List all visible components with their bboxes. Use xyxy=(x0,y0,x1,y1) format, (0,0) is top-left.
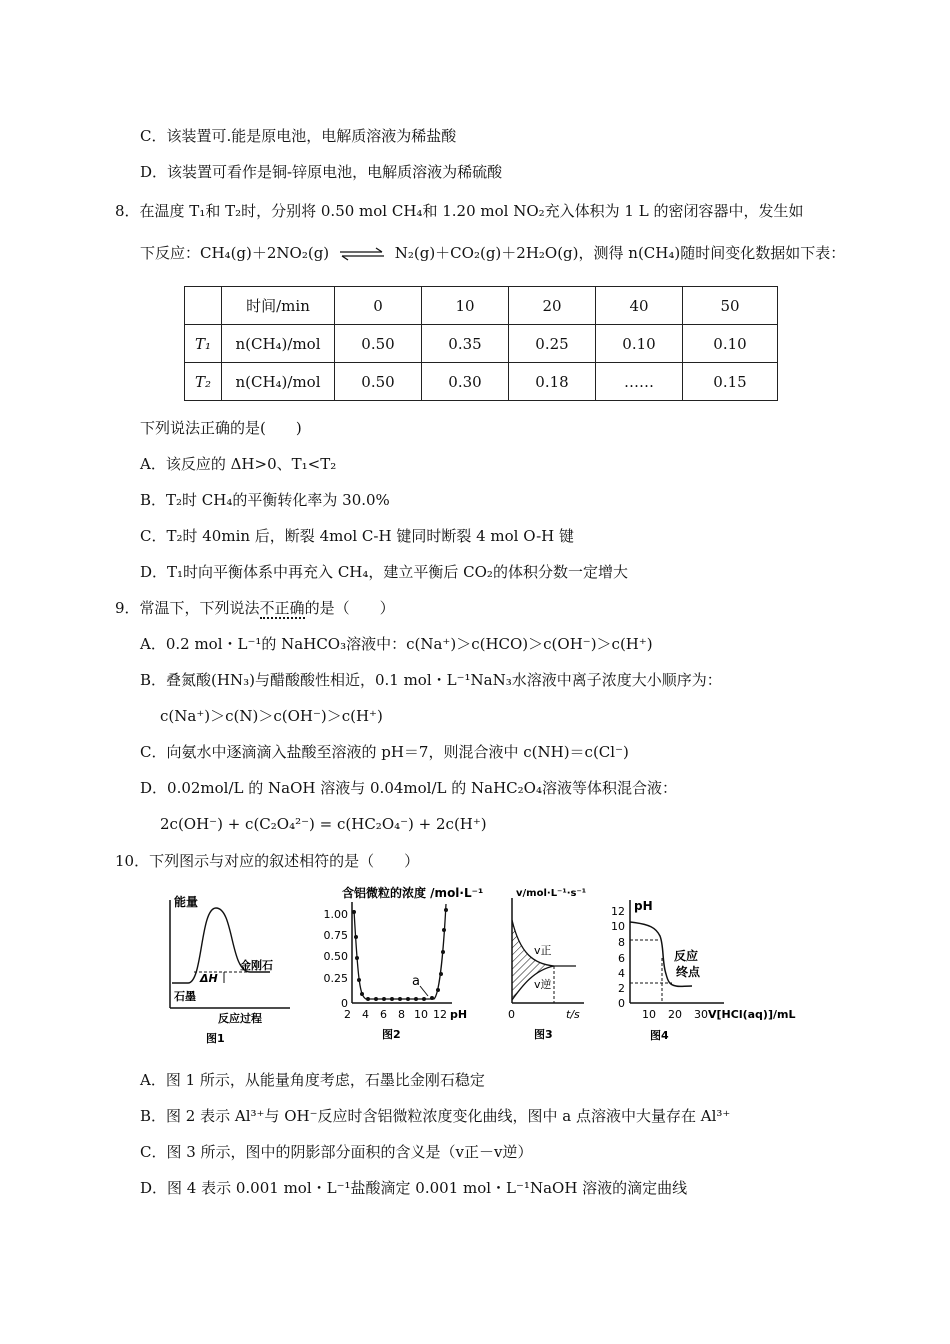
fig2-xtick: 4 xyxy=(362,1008,369,1021)
figure-3 xyxy=(500,882,600,1050)
fig2-xtick: 2 xyxy=(344,1008,351,1021)
table-cell: 0.50 xyxy=(335,325,422,363)
table-cell: 50 xyxy=(683,287,778,325)
q9-stem xyxy=(115,598,395,618)
q9-option-a: A．0.2 mol・L⁻¹的 NaHCO₃溶液中：c(Na⁺)＞c(HCO)＞c(OH⁻)＞c(H⁺) xyxy=(140,635,653,653)
q8-reactants: 下反应：CH₄(g)＋2NO₂(g) xyxy=(140,244,330,262)
fig4-caption: 图4 xyxy=(650,1029,669,1042)
table-cell: T₁ xyxy=(185,325,222,363)
table-cell: 0 xyxy=(335,287,422,325)
fig4-ytick: 0 xyxy=(618,997,625,1010)
fig1-graphite-label: 石墨 xyxy=(174,990,196,1003)
table-row xyxy=(185,363,778,401)
q10-option-c: C．图 3 所示，图中的阴影部分面积的含义是（v正－v逆） xyxy=(140,1143,533,1161)
q9-option-b1: B．叠氮酸(HN₃)与醋酸酸性相近，0.1 mol・L⁻¹NaN₃水溶液中离子浓度大小顺序为： xyxy=(140,671,722,689)
table-cell: T₂ xyxy=(185,363,222,401)
fig2-xtick: 6 xyxy=(380,1008,387,1021)
fig4-xtick: 10 xyxy=(642,1008,656,1021)
q8-option-d: D．T₁时向平衡体系中再充入 CH₄，建立平衡后 CO₂的体积分数一定增大 xyxy=(140,563,628,581)
fig2-pointer xyxy=(420,986,428,996)
fig2-xtick: 12 xyxy=(433,1008,447,1021)
fig4-ytick: 2 xyxy=(618,982,625,995)
fig1-diamond-label: 金刚石 xyxy=(240,959,273,972)
q9-stem-emphasis: 不正确 xyxy=(259,599,305,617)
q8-option-b: B．T₂时 CH₄的平衡转化率为 30.0% xyxy=(140,491,390,509)
q9-option-b2: c(Na⁺)＞c(N)＞c(OH⁻)＞c(H⁺) xyxy=(160,707,383,725)
table-cell: …… xyxy=(596,363,683,401)
fig1-ylabel: 能量 xyxy=(174,895,199,909)
fig4-ytick: 8 xyxy=(618,936,625,949)
fig4-xunit: V[HCl(aq)]/mL xyxy=(708,1008,796,1021)
fig2-title: 含铝微粒的浓度 /mol·L⁻¹ xyxy=(342,886,484,900)
table-cell: 时间/min xyxy=(222,287,335,325)
fig3-ylabel: v/mol·L⁻¹·s⁻¹ xyxy=(516,888,587,899)
fig3-vrev-label: v逆 xyxy=(534,978,552,991)
fig2-ytick: 0.25 xyxy=(323,972,348,985)
fig4-endpoint-label2: 终点 xyxy=(676,965,701,979)
q9-stem-a: 9．常温下，下列说法 xyxy=(115,599,260,617)
q10-option-a: A．图 1 所示，从能量角度考虑，石墨比金刚石稳定 xyxy=(140,1071,485,1089)
q9-stem-c: 的是（ ） xyxy=(304,599,395,617)
fig2-ytick: 0.75 xyxy=(323,929,348,942)
q10-option-d: D．图 4 表示 0.001 mol・L⁻¹盐酸滴定 0.001 mol・L⁻¹NaOH 溶液的滴定曲线 xyxy=(140,1179,688,1197)
table-cell: 0.15 xyxy=(683,363,778,401)
fig4-xtick: 20 xyxy=(668,1008,682,1021)
fig1-xlabel: 反应过程 xyxy=(218,1012,262,1025)
q9-option-d1: D．0.02mol/L 的 NaOH 溶液与 0.04mol/L 的 NaHC₂O₄溶液等体积混合液： xyxy=(140,779,677,797)
fig2-xunit: pH xyxy=(450,1008,468,1021)
table-row xyxy=(185,325,778,363)
table-cell: n(CH₄)/mol xyxy=(222,363,335,401)
fig2-xtick: 10 xyxy=(414,1008,428,1021)
fig3-vfwd-label: v正 xyxy=(534,944,552,957)
table-cell: 0.10 xyxy=(683,325,778,363)
table-cell: 0.35 xyxy=(422,325,509,363)
q8-products: N₂(g)＋CO₂(g)＋2H₂O(g)，测得 n(CH₄)随时间变化数据如下表： xyxy=(394,244,846,262)
fig2-xtick: 8 xyxy=(398,1008,405,1021)
q8-data-table xyxy=(184,286,778,401)
fig2-ytick: 0.50 xyxy=(323,950,348,963)
fig4-ylabel: pH xyxy=(634,899,653,913)
table-header-row xyxy=(185,287,778,325)
q9-option-c: C．向氨水中逐滴滴入盐酸至溶液的 pH＝7，则混合液中 c(NH)＝c(Cl⁻) xyxy=(140,743,629,761)
table-cell: 0.10 xyxy=(596,325,683,363)
fig2-caption: 图2 xyxy=(382,1028,401,1041)
fig3-caption: 图3 xyxy=(534,1028,553,1041)
table-cell: 0.30 xyxy=(422,363,509,401)
fig2-curve xyxy=(354,904,446,999)
table-cell: 0.25 xyxy=(509,325,596,363)
fig2-ytick: 0 xyxy=(341,997,348,1010)
equilibrium-arrow-icon xyxy=(338,247,386,261)
table-cell: 20 xyxy=(509,287,596,325)
fig4-endpoint-label1: 反应 xyxy=(674,949,699,963)
q9-option-d2: 2c(OH⁻) + c(C₂O₄²⁻) = c(HC₂O₄⁻) + 2c(H⁺) xyxy=(160,815,487,833)
q10-option-b: B．图 2 表示 Al³⁺与 OH⁻反应时含铝微粒浓度变化曲线，图中 a 点溶液中大量存在 Al³⁺ xyxy=(140,1107,731,1125)
table-cell: 0.50 xyxy=(335,363,422,401)
table-cell: 40 xyxy=(596,287,683,325)
q7-option-d: D．该装置可看作是铜-锌原电池，电解质溶液为稀硫酸 xyxy=(140,163,503,181)
figure-2 xyxy=(316,882,506,1050)
fig1-caption: 图1 xyxy=(206,1032,225,1045)
fig1-dh-label: ΔH xyxy=(200,972,218,985)
fig4-ytick: 12 xyxy=(611,905,625,918)
q7-option-c: C．该装置可.能是原电池，电解质溶液为稀盐酸 xyxy=(140,127,457,145)
figure-4 xyxy=(610,890,800,1050)
fig4-ytick: 10 xyxy=(611,920,625,933)
fig4-ytick: 6 xyxy=(618,952,625,965)
table-cell xyxy=(185,287,222,325)
fig2-ytick: 1.00 xyxy=(323,908,348,921)
table-cell: n(CH₄)/mol xyxy=(222,325,335,363)
q8-question: 下列说法正确的是( ) xyxy=(140,419,302,437)
fig2-points xyxy=(352,908,448,1001)
figure-1 xyxy=(158,890,298,1050)
q8-option-a: A．该反应的 ΔH>0、T₁<T₂ xyxy=(140,455,337,473)
fig4-ytick: 4 xyxy=(618,967,625,980)
fig2-point-label: a xyxy=(412,974,420,989)
q10-stem: 10．下列图示与对应的叙述相符的是（ ） xyxy=(115,852,420,870)
fig4-xtick: 30 xyxy=(694,1008,708,1021)
fig3-xunit: t/s xyxy=(566,1008,580,1021)
table-cell: 0.18 xyxy=(509,363,596,401)
q8-option-c: C．T₂时 40min 后，断裂 4mol C-H 键同时断裂 4 mol O-H 键 xyxy=(140,527,574,545)
fig3-origin: 0 xyxy=(508,1008,515,1021)
table-cell: 10 xyxy=(422,287,509,325)
q8-stem-line1: 8．在温度 T₁和 T₂时，分别将 0.50 mol CH₄和 1.20 mol NO₂充入体积为 1 L 的密闭容器中，发生如 xyxy=(115,202,804,220)
q8-stem-line2 xyxy=(140,243,845,263)
